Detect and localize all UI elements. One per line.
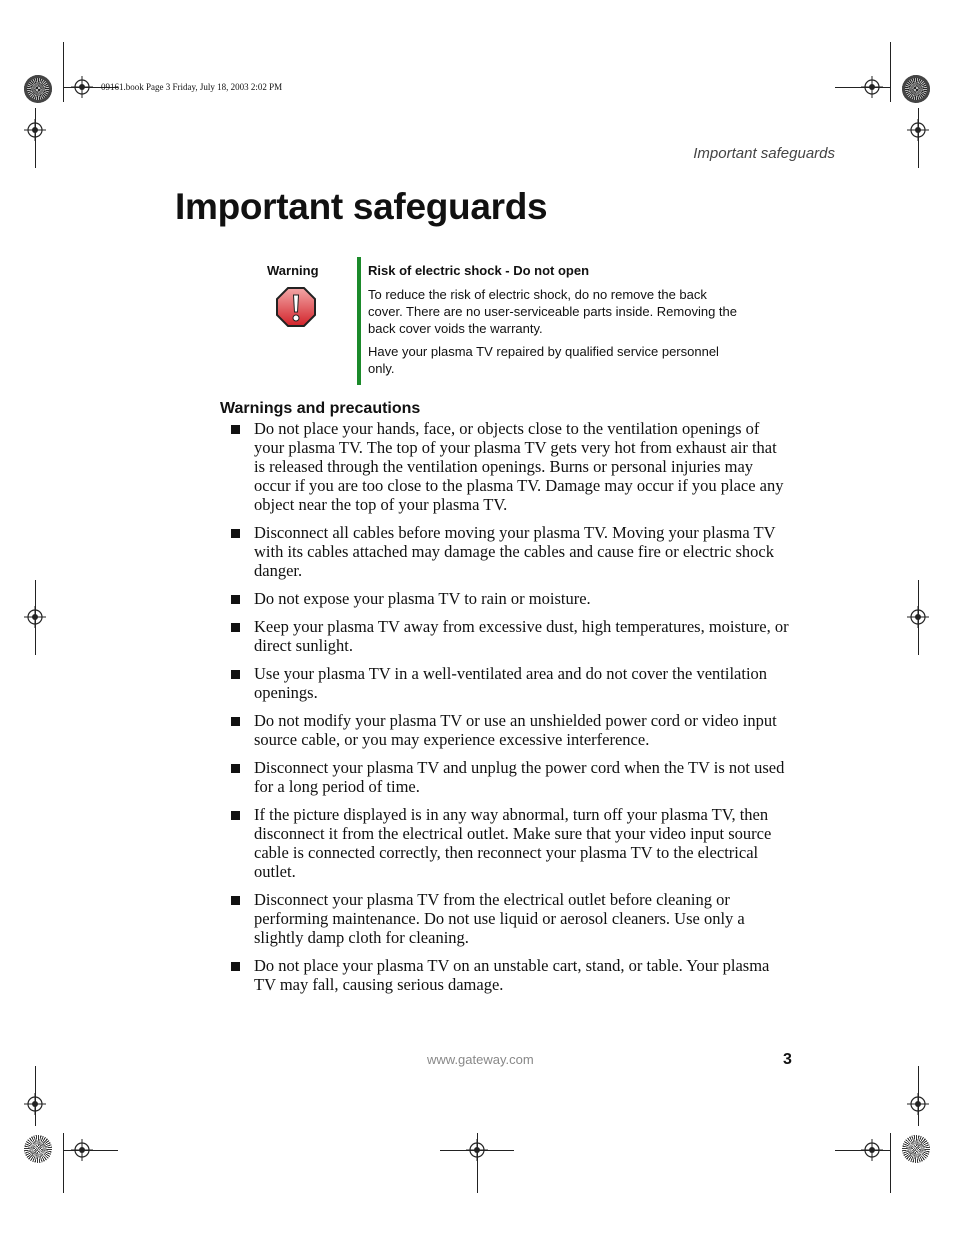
list-item-text: If the picture displayed is in any way abnormal, turn off your plasma TV, then disconnect it from the electrical outlet. Make sure that your video input source cable is connected correctly, then reconnect your plasma TV to the electrical outlet.: [254, 805, 772, 881]
registration-mark-icon: [24, 119, 46, 141]
bullet-square-icon: [231, 811, 240, 820]
bullet-square-icon: [231, 962, 240, 971]
running-header: Important safeguards: [693, 145, 835, 162]
bullet-square-icon: [231, 764, 240, 773]
list-item: [230, 711, 790, 749]
list-item-text: Disconnect your plasma TV and unplug the power cord when the TV is not used for a long period of time.: [254, 758, 785, 796]
precautions-list: [230, 419, 790, 1003]
list-item: [230, 805, 790, 881]
crop-mark: [890, 42, 891, 102]
list-item-text: Do not modify your plasma TV or use an unshielded power cord or video input source cable, or you may experience excessive interference.: [254, 711, 777, 749]
warning-callout: [368, 262, 743, 383]
bullet-square-icon: [231, 529, 240, 538]
registration-mark-icon: [907, 606, 929, 628]
registration-mark-icon: [907, 1093, 929, 1115]
color-bar-rosette-icon: [902, 75, 930, 103]
list-item-text: Disconnect your plasma TV from the electrical outlet before cleaning or performing maintenance. Do not use liquid or aerosol cleaners. Use only a slightly damp cloth for cleaning.: [254, 890, 745, 947]
list-item-text: Disconnect all cables before moving your plasma TV. Moving your plasma TV with its cables attached may damage the cables and cause fire or electric shock danger.: [254, 523, 776, 580]
warning-paragraph: To reduce the risk of electric shock, do no remove the back cover. There are no user-serviceable parts inside. Removing the back cover voids the warranty.: [368, 287, 738, 336]
bullet-square-icon: [231, 595, 240, 604]
warning-paragraph: Have your plasma TV repaired by qualified service personnel only.: [368, 344, 719, 376]
registration-mark-icon: [466, 1139, 488, 1161]
registration-mark-icon: [24, 1093, 46, 1115]
page-title: Important safeguards: [175, 186, 548, 227]
footer-url: www.gateway.com: [427, 1052, 534, 1067]
list-item-text: Do not expose your plasma TV to rain or moisture.: [254, 589, 591, 608]
warning-heading: Risk of electric shock - Do not open: [368, 263, 590, 278]
warning-accent-bar: [357, 257, 361, 385]
registration-mark-icon: [907, 119, 929, 141]
warning-label: Warning: [267, 263, 319, 278]
list-item: [230, 617, 790, 655]
print-slug: 09161.book Page 3 Friday, July 18, 2003 2:02 PM: [101, 82, 283, 92]
bullet-square-icon: [231, 425, 240, 434]
crop-mark: [63, 42, 64, 102]
color-bar-rosette-icon: [24, 75, 52, 103]
page-number: 3: [783, 1051, 792, 1068]
crop-mark: [63, 1133, 64, 1193]
list-item: [230, 589, 790, 608]
list-item: [230, 523, 790, 580]
list-item: [230, 890, 790, 947]
list-item-text: Keep your plasma TV away from excessive dust, high temperatures, moisture, or direct sunlight.: [254, 617, 789, 655]
registration-mark-icon: [861, 1139, 883, 1161]
list-item: [230, 419, 790, 514]
section-heading: Warnings and precautions: [220, 400, 421, 417]
list-item-text: Use your plasma TV in a well-ventilated area and do not cover the ventilation openings.: [254, 664, 768, 702]
crop-mark: [890, 1133, 891, 1193]
bullet-square-icon: [231, 670, 240, 679]
list-item: [230, 956, 790, 994]
list-item-text: Do not place your plasma TV on an unstable cart, stand, or table. Your plasma TV may fall, causing serious damage.: [254, 956, 770, 994]
registration-mark-icon: [861, 76, 883, 98]
list-item-text: Do not place your hands, face, or objects close to the ventilation openings of your plasma TV. The top of your plasma TV gets very hot from exhaust air that is released through the ventilation openings. Burns or personal injuries may occur if you are too close to the plasma TV. Damage may occur if you place any object near the top of your plasma TV.: [254, 419, 784, 514]
bullet-square-icon: [231, 623, 240, 632]
registration-mark-icon: [71, 76, 93, 98]
color-bar-rosette-icon: [24, 1135, 52, 1163]
list-item: [230, 758, 790, 796]
warning-octagon-icon: [275, 286, 317, 328]
bullet-square-icon: [231, 896, 240, 905]
list-item: [230, 664, 790, 702]
color-bar-rosette-icon: [902, 1135, 930, 1163]
registration-mark-icon: [24, 606, 46, 628]
registration-mark-icon: [71, 1139, 93, 1161]
bullet-square-icon: [231, 717, 240, 726]
